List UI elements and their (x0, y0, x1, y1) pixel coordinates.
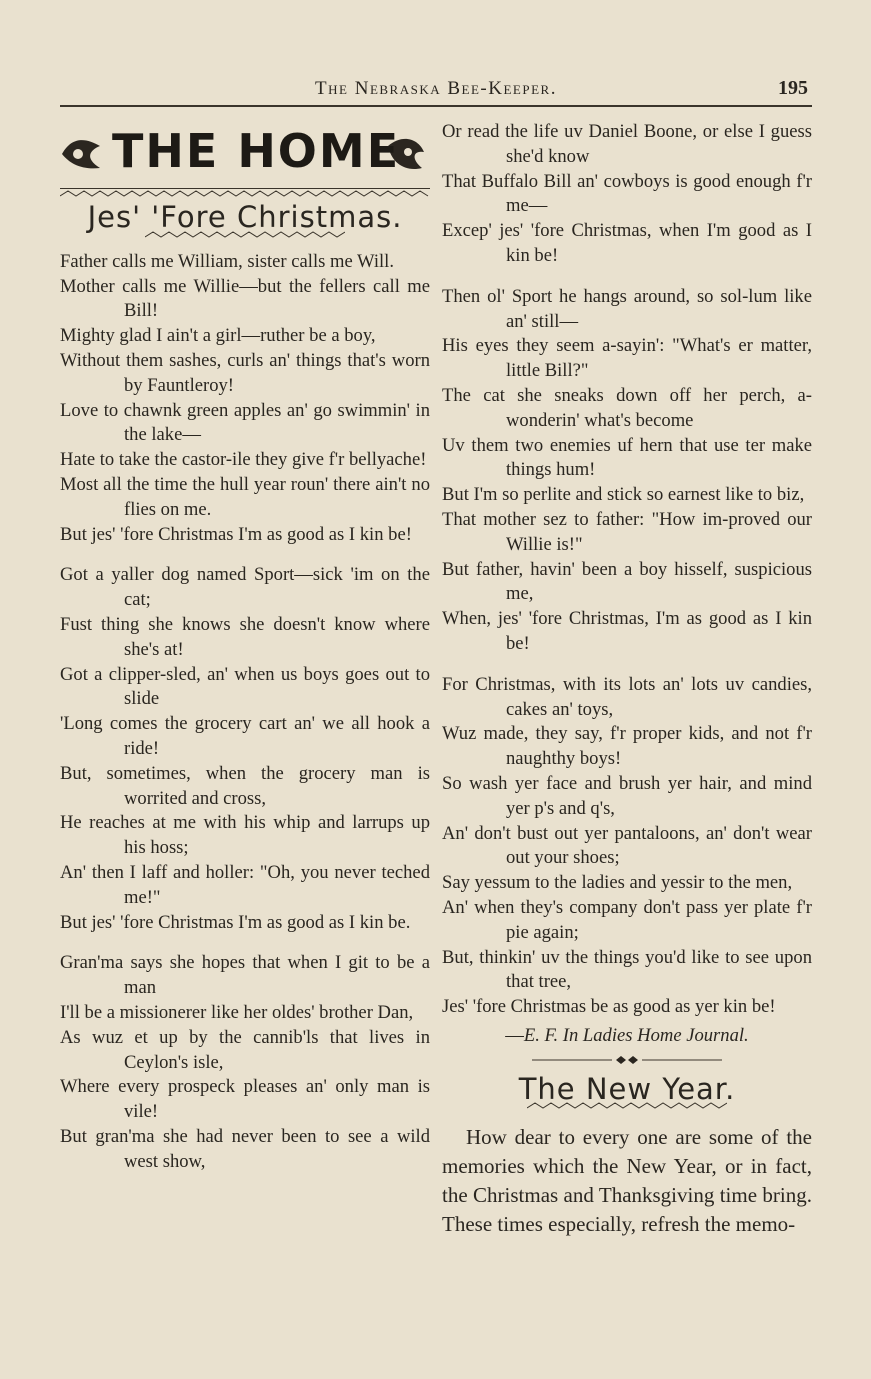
poem-title: Jes' 'Fore Christmas. (87, 200, 403, 234)
page-number: 195 (778, 77, 808, 99)
poem-line: An' then I laff and holler: "Oh, you never teched me!" (60, 861, 430, 908)
poem-line: His eyes they seem a-sayin': "What's er matter, little Bill?" (442, 335, 812, 382)
poem-line: Most all the time the hull year roun' there ain't no flies on me. (60, 473, 430, 520)
poem-stanza (442, 673, 812, 1020)
poem-line: Or read the life uv Daniel Boone, or else I guess she'd know (442, 121, 812, 167)
poem-line: The cat she sneaks down off her perch, a-wonderin' what's become (442, 384, 812, 431)
poem-line: Got a yaller dog named Sport—sick 'im on the cat; (60, 564, 430, 611)
diamond-rule-icon (532, 1055, 722, 1065)
poem-attribution (442, 1024, 812, 1049)
poem-line: Where every prospeck pleases an' only man is vile! (60, 1076, 430, 1123)
poem-line: Got a clipper-sled, an' when us boys goes out to slide (60, 663, 430, 710)
poem-line: Fust thing she knows she doesn't know where she's at! (60, 613, 430, 660)
poem-line: Wuz made, they say, f'r proper kids, and not f'r naughthy boys! (442, 723, 812, 770)
poem-line: But father, havin' been a boy hisself, suspicious me, (442, 558, 812, 605)
attribution-text: E. F. In Ladies Home Journal. (523, 1024, 749, 1046)
running-title: The Nebraska Bee-Keeper. (315, 78, 557, 99)
poem-stanza (442, 120, 812, 269)
poem-line: But, sometimes, when the grocery man is worrited and cross, (60, 762, 430, 809)
poem-line: An' when they's company don't pass yer plate f'r pie again; (442, 896, 812, 943)
poem-stanza (60, 951, 430, 1174)
poem-line: Mother calls me Willie—but the fellers call me Bill! (60, 275, 430, 322)
poem-line: Excep' jes' 'fore Christmas, when I'm good as I kin be! (442, 220, 812, 266)
poem-line: But I'm so perlite and stick so earnest like to biz, (442, 484, 805, 506)
poem-line: Hate to take the castor-ile they give f'r bellyache! (60, 449, 427, 471)
article-body: How dear to every one are some of the memories which the New Year, or in fact, the Christmas and Thanksgiving time bring. These times especially, refresh the memo- (442, 1125, 812, 1237)
poem-line: As wuz et up by the cannib'ls that lives in Ceylon's isle, (60, 1026, 430, 1073)
poem-line: Mighty glad I ain't a girl—ruther be a boy, (60, 325, 376, 347)
section-banner (60, 124, 426, 178)
poem-line: Then ol' Sport he hangs around, so sol-lum like an' still— (442, 285, 812, 332)
poem-line: That Buffalo Bill an' cowboys is good enough f'r me— (442, 170, 812, 217)
poem-stanza (60, 250, 430, 548)
poem-line: But jes' 'fore Christmas I'm as good as I kin be. (60, 911, 411, 933)
poem-line: Without them sashes, curls an' things that's worn by Fauntleroy! (60, 349, 430, 396)
left-column (60, 120, 430, 1174)
article-title: The New Year. (518, 1071, 736, 1106)
poem-line: He reaches at me with his whip and larrups up his hoss; (60, 812, 430, 859)
poem-line: Gran'ma says she hopes that when I git to be a man (60, 952, 430, 999)
poem-line: Say yessum to the ladies and yessir to the men, (442, 872, 793, 894)
poem-line: That mother sez to father: "How im-proved our Willie is!" (442, 508, 812, 555)
section-banner-text: THE HOME (112, 124, 401, 178)
poem-line: But, thinkin' uv the things you'd like to see upon that tree, (442, 946, 812, 993)
poem-line: Jes' 'fore Christmas be as good as yer kin be! (442, 996, 776, 1018)
poem-line: When, jes' 'fore Christmas, I'm as good as I kin be! (442, 608, 812, 654)
poem-line: Father calls me William, sister calls me Will. (60, 250, 394, 272)
poem-line: But jes' 'fore Christmas I'm as good as I kin be! (60, 523, 412, 545)
poem-stanza (60, 563, 430, 935)
poem-line: Uv them two enemies uf hern that use ter make things hum! (442, 434, 812, 481)
wavy-divider-icon (60, 189, 430, 199)
poem-line: An' don't bust out yer pantaloons, an' don't wear out your shoes; (442, 822, 812, 869)
poem-stanza (442, 285, 812, 657)
attribution-dash: — (505, 1024, 524, 1046)
poem-line: For Christmas, with its lots an' lots uv candies, cakes an' toys, (442, 673, 812, 720)
header-rule (60, 105, 812, 107)
poem-line: So wash yer face and brush yer hair, and mind yer p's and q's, (442, 772, 812, 819)
poem-line: I'll be a missionerer like her oldes' brother Dan, (60, 1001, 414, 1023)
poem-line: Love to chawnk green apples an' go swimmin' in the lake— (60, 399, 430, 446)
poem-line: 'Long comes the grocery cart an' we all hook a ride! (60, 713, 430, 759)
running-head (60, 78, 812, 104)
right-column (442, 120, 812, 1239)
poem-line: But gran'ma she had never been to see a wild west show, (60, 1125, 430, 1172)
